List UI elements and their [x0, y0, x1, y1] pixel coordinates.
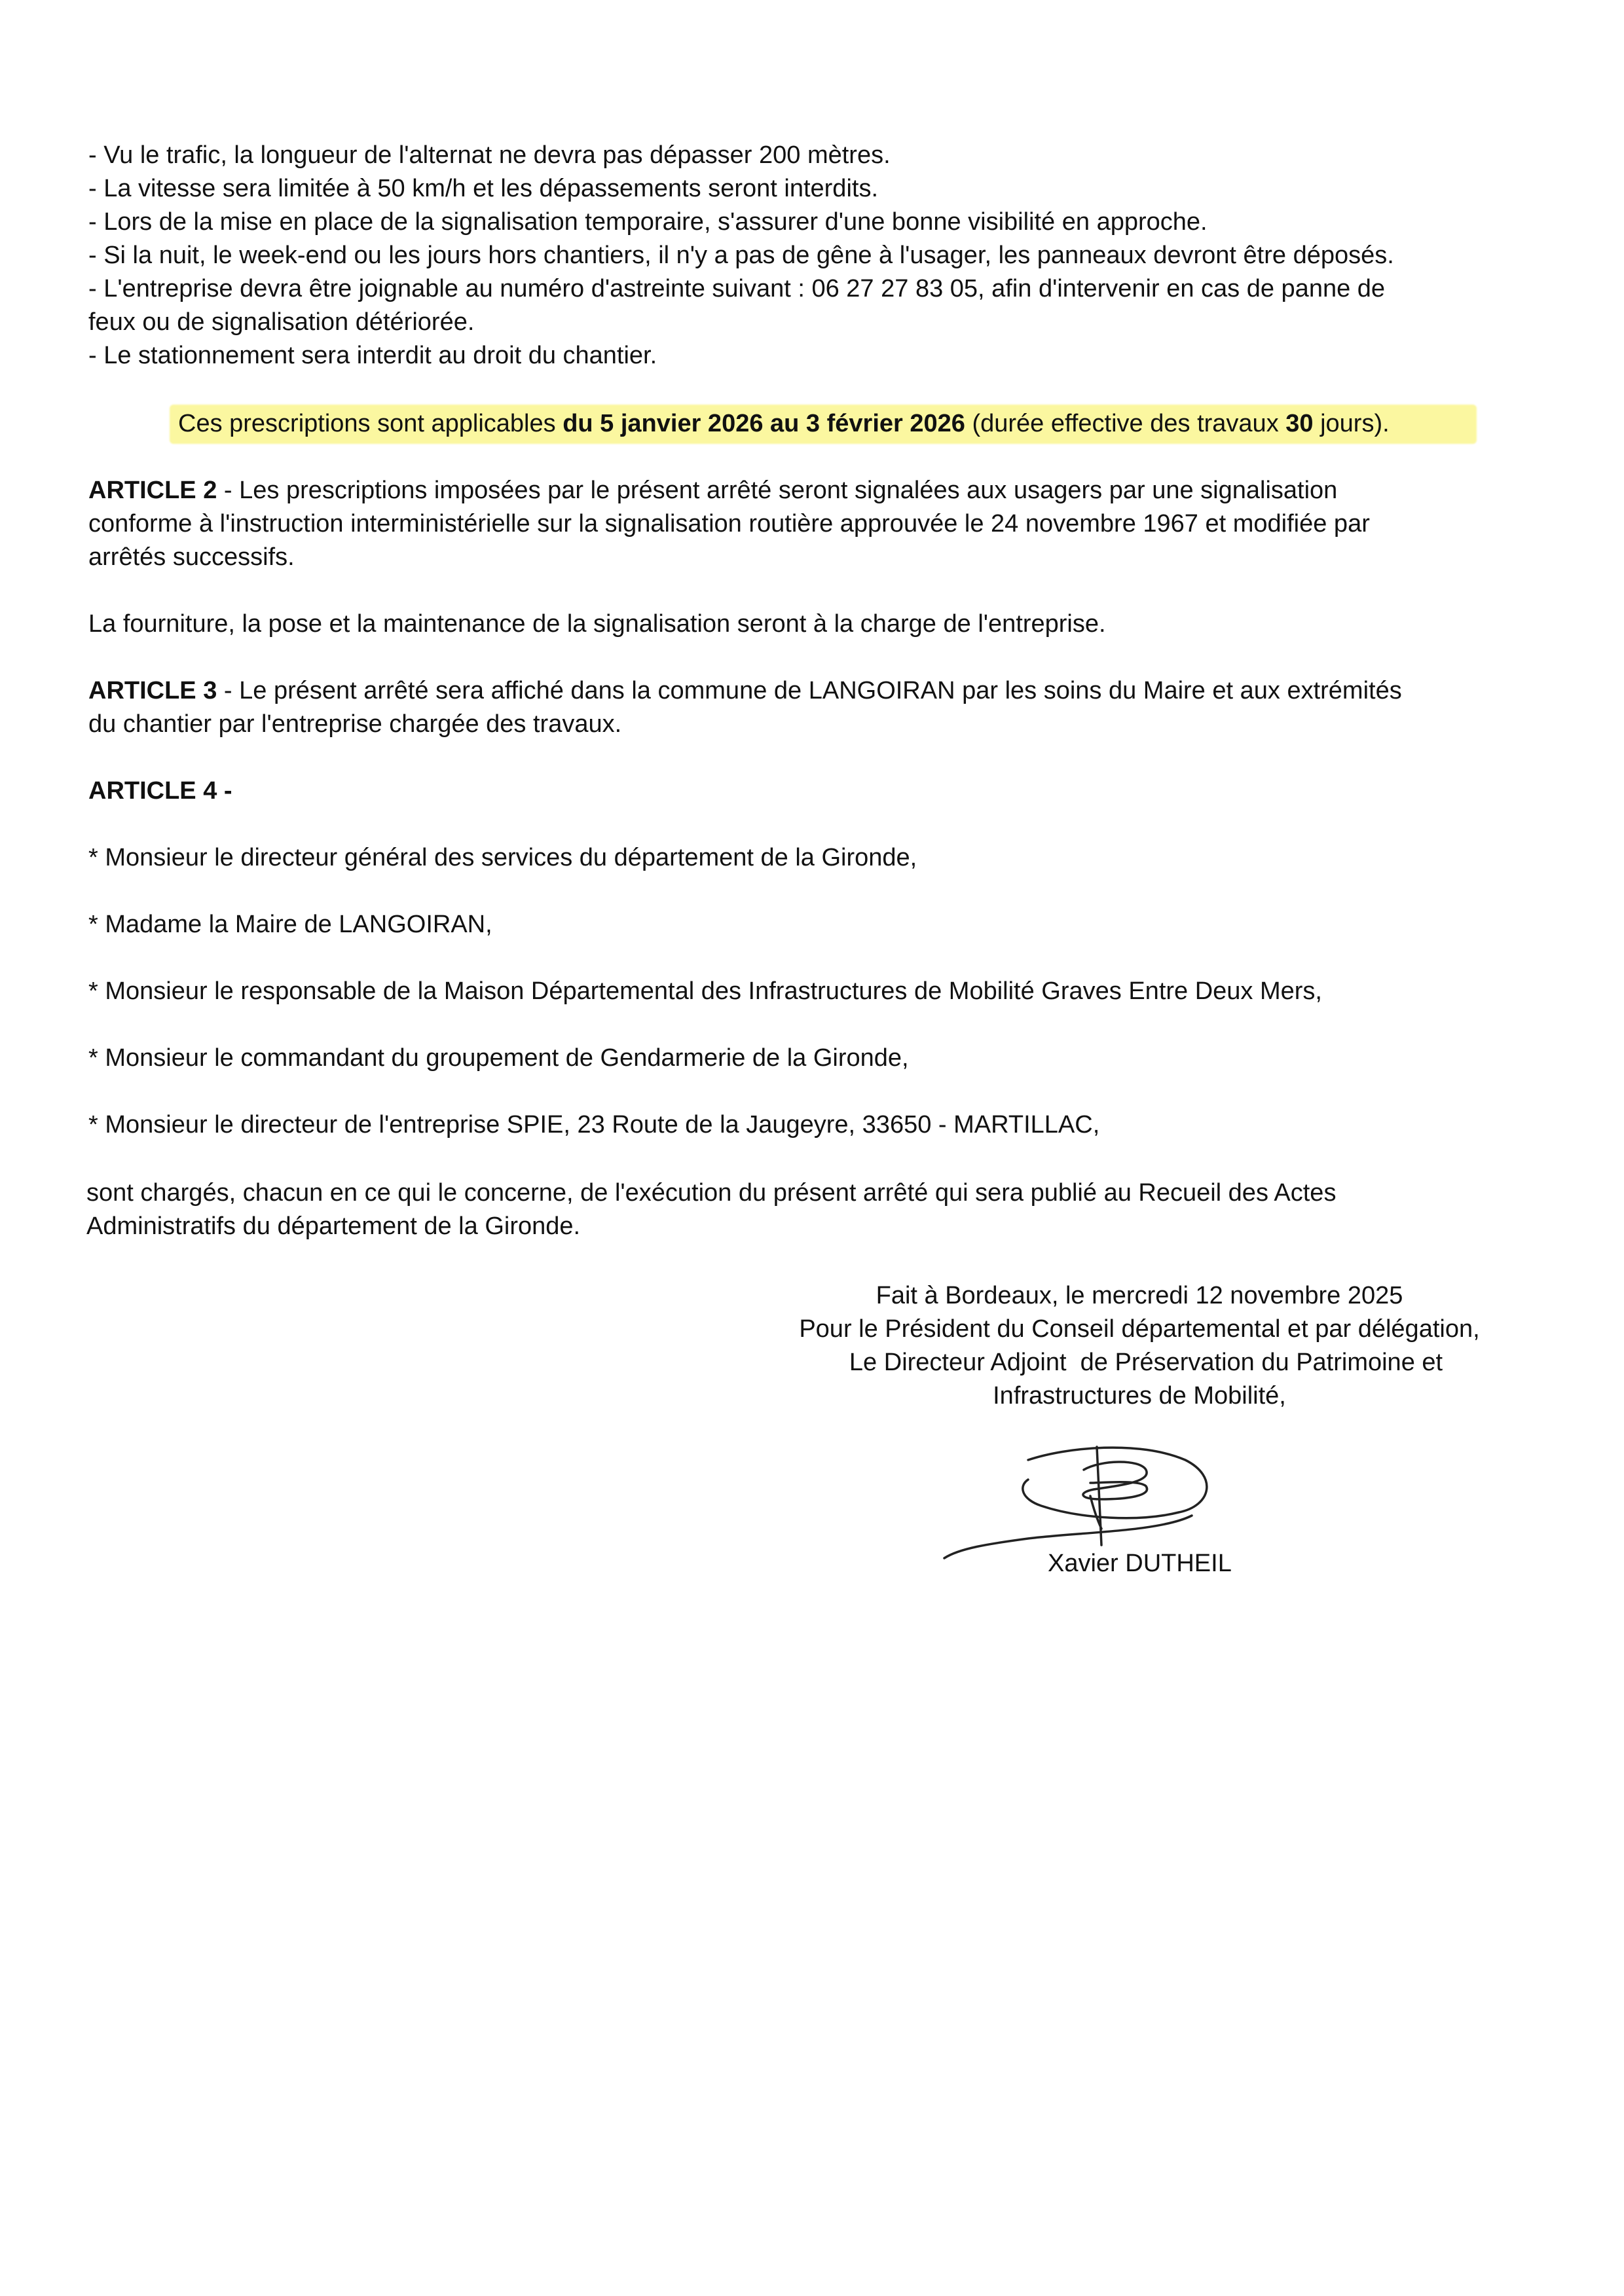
closing-text: Administratifs du département de la Gironde.	[86, 1212, 581, 1240]
prescription-item: - Si la nuit, le week-end ou les jours hors chantiers, il n'y a pas de gêne à l'usager, les panneaux devront être déposés.	[88, 242, 1394, 269]
handwritten-signature	[930, 1434, 1270, 1565]
recipient-item: * Monsieur le directeur de l'entreprise SPIE, 23 Route de la Jaugeyre, 33650 - MARTILLAC,	[88, 1111, 1100, 1139]
validity-suffix: jours).	[1313, 410, 1390, 437]
recipient-item: * Monsieur le commandant du groupement de Gendarmerie de la Gironde,	[88, 1044, 909, 1072]
closing-text: sont chargés, chacun en ce qui le concerne, de l'exécution du présent arrêté qui sera publié au Recueil des Actes	[86, 1179, 1337, 1207]
prescription-item: - L'entreprise devra être joignable au numéro d'astreinte suivant : 06 27 27 83 05, afin d'intervenir en cas de panne de	[88, 275, 1386, 302]
signature-title: Infrastructures de Mobilité,	[993, 1382, 1286, 1410]
prescription-item: - Lors de la mise en place de la signalisation temporaire, s'assurer d'une bonne visibilité en approche.	[88, 208, 1208, 236]
article-4-label: ARTICLE 4 -	[88, 777, 232, 805]
recipient-item: * Madame la Maire de LANGOIRAN,	[88, 911, 492, 938]
signature-title: Le Directeur Adjoint de Préservation du Patrimoine et	[849, 1349, 1443, 1376]
signature-place-date: Fait à Bordeaux, le mercredi 12 novembre 2025	[876, 1282, 1403, 1309]
signature-delegation: Pour le Président du Conseil départemental et par délégation,	[799, 1315, 1480, 1343]
validity-prefix: Ces prescriptions sont applicables	[178, 410, 563, 437]
recipient-item: * Monsieur le responsable de la Maison Départemental des Infrastructures de Mobilité Graves Entre Deux Mers,	[88, 977, 1322, 1005]
article-2-text: conforme à l'instruction interministérielle sur la signalisation routière approuvée le 24 novembre 1967 et modifiée par	[88, 510, 1370, 538]
article-3-text: - Le présent arrêté sera affiché dans la commune de LANGOIRAN par les soins du Maire et aux extrémités	[217, 677, 1402, 704]
article-2-text: arrêtés successifs.	[88, 543, 295, 571]
validity-period	[178, 407, 1390, 441]
article-2-signage-text: La fourniture, la pose et la maintenance de la signalisation seront à la charge de l'entreprise.	[88, 610, 1106, 638]
article-3-label: ARTICLE 3	[88, 677, 217, 704]
recipient-item: * Monsieur le directeur général des services du département de la Gironde,	[88, 844, 917, 871]
validity-days: 30	[1285, 410, 1314, 437]
signatory-name: Xavier DUTHEIL	[1048, 1550, 1232, 1577]
prescription-item: - La vitesse sera limitée à 50 km/h et les dépassements seront interdits.	[88, 175, 878, 202]
prescription-item: feux ou de signalisation détériorée.	[88, 308, 475, 336]
validity-dates: du 5 janvier 2026 au 3 février 2026	[563, 410, 965, 437]
prescription-item: - Le stationnement sera interdit au droit du chantier.	[88, 342, 657, 369]
prescription-item: - Vu le trafic, la longueur de l'alternat ne devra pas dépasser 200 mètres.	[88, 141, 891, 169]
article-2-label: ARTICLE 2	[88, 477, 217, 504]
validity-mid: (durée effective des travaux	[965, 410, 1286, 437]
article-3-text: du chantier par l'entreprise chargée des travaux.	[88, 710, 622, 738]
article-2-text: - Les prescriptions imposées par le présent arrêté seront signalées aux usagers par une signalisation	[217, 477, 1338, 504]
